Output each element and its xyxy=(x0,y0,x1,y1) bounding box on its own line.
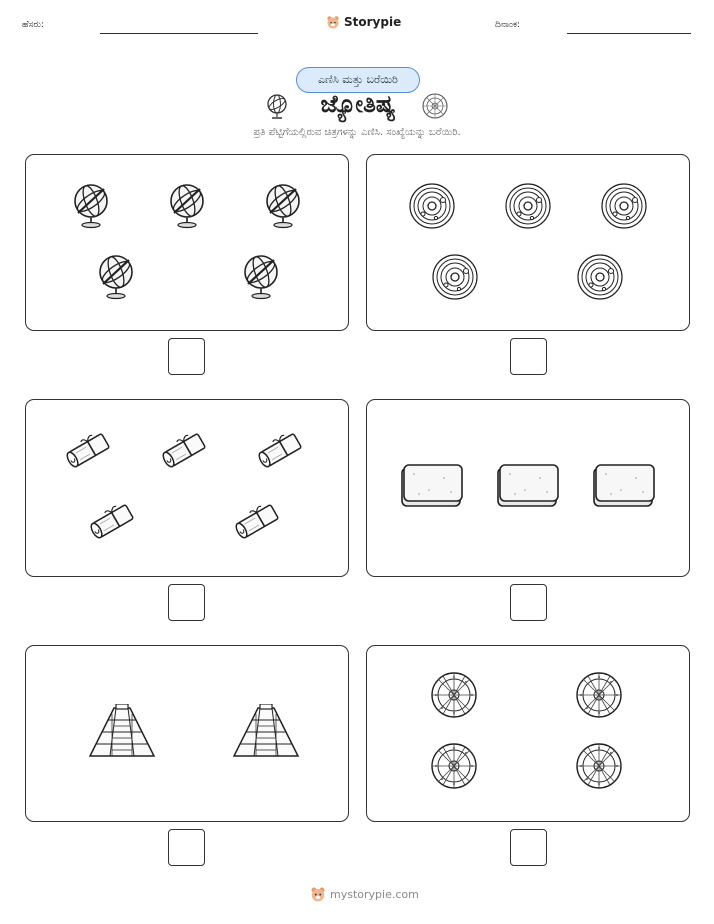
armillary-sphere-icon xyxy=(162,179,212,231)
date-line[interactable] xyxy=(567,33,691,34)
orbit-rings-icon xyxy=(600,182,648,230)
answer-box-2[interactable] xyxy=(510,338,547,375)
stone-tablet-icon xyxy=(591,462,657,510)
zodiac-wheel-icon xyxy=(430,671,478,719)
scroll-icon xyxy=(86,497,140,545)
scroll-icon xyxy=(158,426,212,474)
scroll-icon xyxy=(62,426,116,474)
zodiac-wheel-icon xyxy=(430,742,478,790)
answer-box-6[interactable] xyxy=(510,829,547,866)
pyramid-icon xyxy=(216,704,316,760)
zodiac-wheel-icon xyxy=(420,93,450,119)
stone-tablet-icon xyxy=(399,462,465,510)
stone-tablet-icon xyxy=(495,462,561,510)
bear-mascot-icon xyxy=(326,15,340,29)
orbit-rings-icon xyxy=(408,182,456,230)
bear-mascot-icon xyxy=(310,886,326,902)
activity-pill: ಎಣಿಸಿ ಮತ್ತು ಬರೆಯಿರಿ xyxy=(296,67,420,93)
answer-box-4[interactable] xyxy=(510,584,547,621)
armillary-sphere-icon xyxy=(264,92,290,120)
answer-box-3[interactable] xyxy=(168,584,205,621)
instruction-text: ಪ್ರತಿ ಪೆಟ್ಟಿಗೆಯಲ್ಲಿರುವ ಚಿತ್ರಗಳನ್ನು ಎಣಿಸಿ. ಸಂಖ್ಯೆಯನ್ನು ಬರೆಯಿರಿ. xyxy=(253,127,461,138)
armillary-sphere-icon xyxy=(66,179,116,231)
name-label: ಹೆಸರು: xyxy=(22,20,45,30)
zodiac-wheel-icon xyxy=(575,671,623,719)
pyramid-icon xyxy=(72,704,172,760)
counting-panel-2 xyxy=(366,154,690,331)
brand-logo xyxy=(326,15,401,29)
orbit-rings-icon xyxy=(431,253,479,301)
answer-box-1[interactable] xyxy=(168,338,205,375)
orbit-rings-icon xyxy=(576,253,624,301)
armillary-sphere-icon xyxy=(236,250,286,302)
worksheet-title: ಜ್ಯೋತಿಷ್ಯ xyxy=(320,90,396,118)
footer-url[interactable]: mystorypie.com xyxy=(330,887,419,901)
armillary-sphere-icon xyxy=(91,250,141,302)
answer-box-5[interactable] xyxy=(168,829,205,866)
name-line[interactable] xyxy=(100,33,258,34)
brand-name: Storypie xyxy=(344,15,402,29)
scroll-icon xyxy=(231,497,285,545)
zodiac-wheel-icon xyxy=(575,742,623,790)
scroll-icon xyxy=(254,426,308,474)
orbit-rings-icon xyxy=(504,182,552,230)
footer xyxy=(310,886,419,902)
armillary-sphere-icon xyxy=(258,179,308,231)
counting-panel-6 xyxy=(366,645,690,822)
date-label: ದಿನಾಂಕ: xyxy=(495,20,521,30)
